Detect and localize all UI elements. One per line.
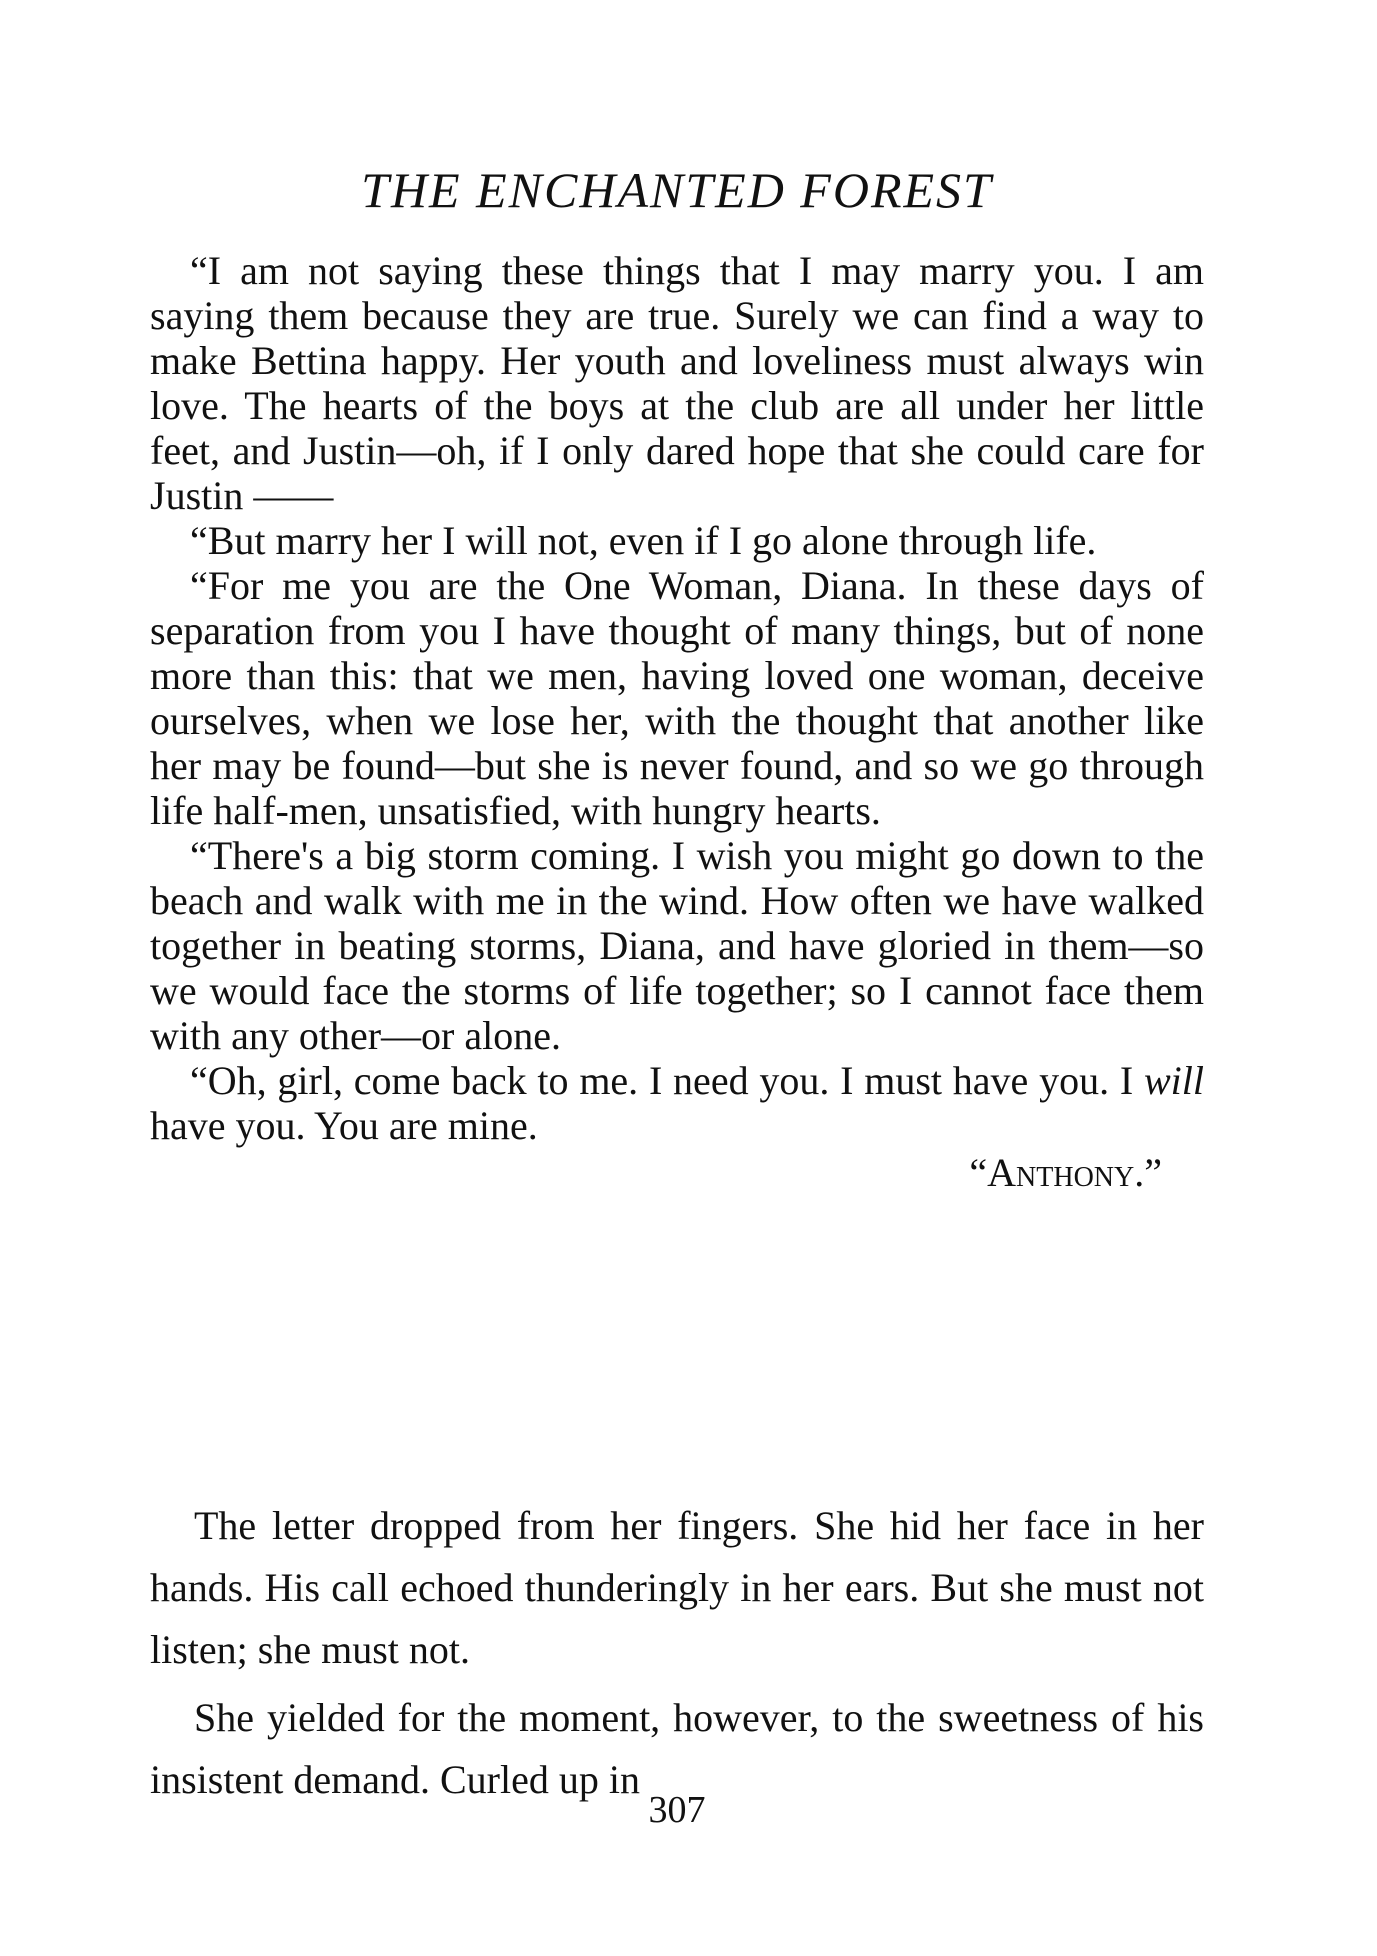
narrative-paragraph: The letter dropped from her fingers. She hid her face in her hands. His call echoed thunderingly in her ears. But she must not listen; she must not. xyxy=(150,1503,1204,1672)
letter-paragraph: “There's a big storm coming. I wish you might go down to the beach and walk with me in the wind. How often we have walked together in beating storms, Diana, and have gloried in them—so we would face the storms of life together; so I cannot face them with any other—or alone. xyxy=(150,833,1204,1058)
narrative-paragraph: She yielded for the moment, however, to the sweetness of his insistent demand. Curled up in xyxy=(150,1695,1204,1802)
letter-closing-paragraph xyxy=(150,1058,1204,1148)
letter-paragraph: “I am not saying these things that I may marry you. I am saying them because they are true. Surely we can find a way to make Bettina happy. Her youth and loveliness must always win love. The hearts of the boys at the club are all under her little feet, and Justin—oh, if I only dared hope that she could care for Justin —— xyxy=(150,248,1204,518)
closing-text-end: have you. You are mine. xyxy=(150,1103,538,1148)
running-head: THE ENCHANTED FOREST xyxy=(361,162,993,218)
page-number: 307 xyxy=(648,1789,706,1831)
letter-signature: “Anthony.” xyxy=(969,1150,1162,1195)
letter-paragraph: “For me you are the One Woman, Diana. In these days of separation from you I have thought of many things, but of none more than this: that we men, having loved one woman, deceive ourselves, when we lose her, with the thought that another like her may be found—but she is never found, and so we go through life half-men, unsatisfied, with hungry hearts. xyxy=(150,563,1204,833)
closing-text-start: “Oh, girl, come back to me. I need you. I must have you. I xyxy=(190,1058,1144,1103)
emphasized-word: will xyxy=(1143,1058,1204,1103)
letter-paragraph: “But marry her I will not, even if I go alone through life. xyxy=(190,518,1097,563)
letter-body xyxy=(150,248,1204,1195)
book-page xyxy=(150,0,1204,1956)
narrative-body xyxy=(150,1495,1204,1817)
